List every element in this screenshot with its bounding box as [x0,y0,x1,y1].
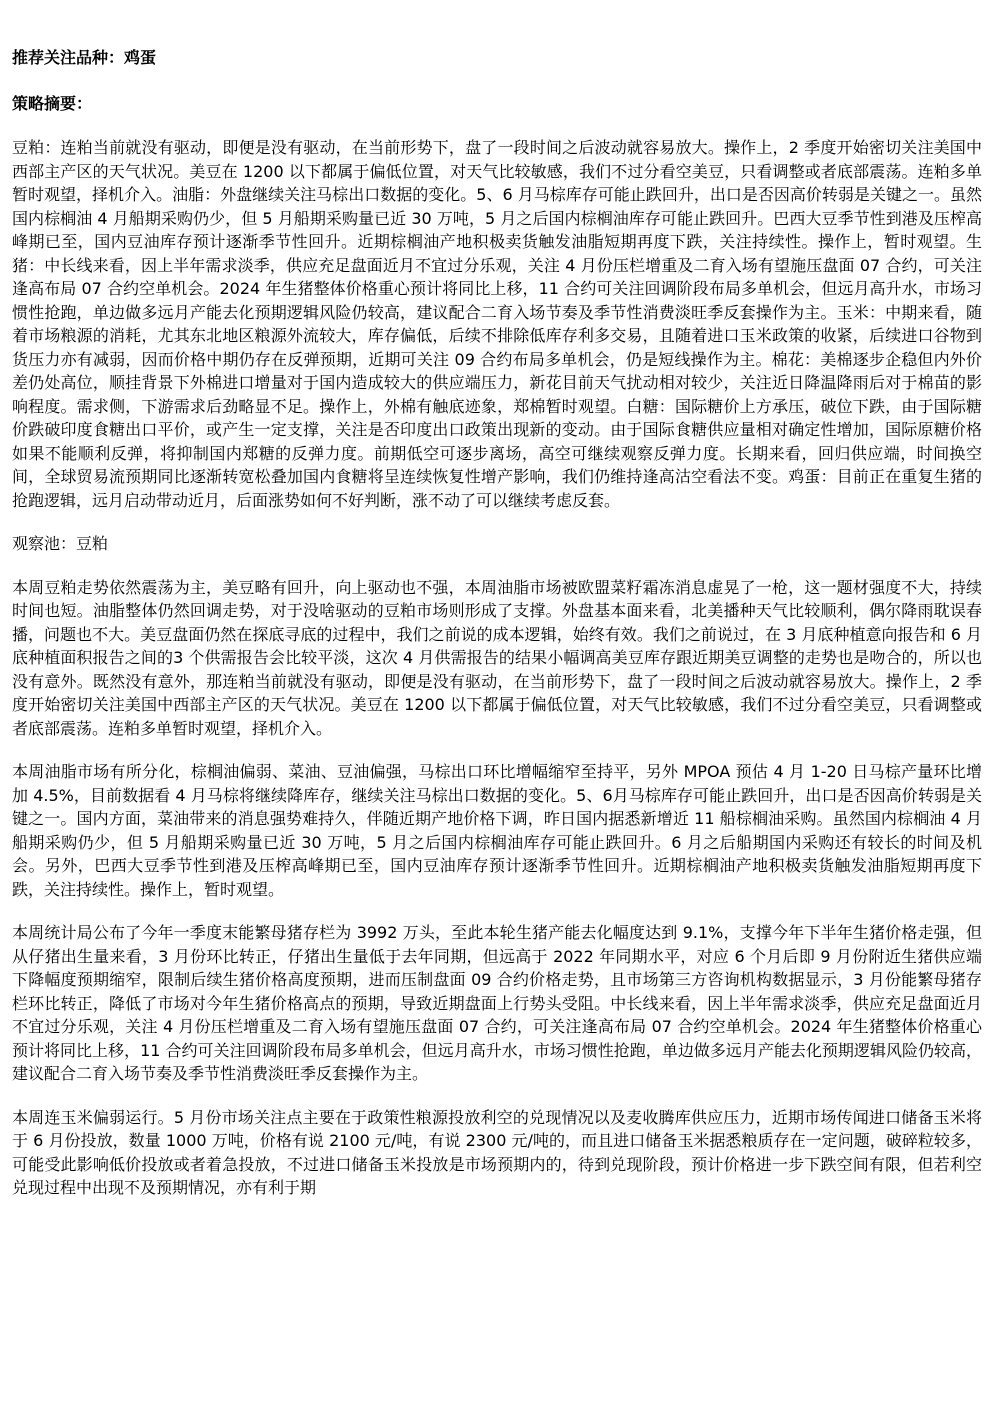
report-page [12,46,982,1220]
strategy-summary-heading: 策略摘要： [12,94,93,113]
oils-paragraph: 本周油脂市场有所分化，棕榈油偏弱、菜油、豆油偏强，马棕出口环比增幅缩窄至持平，另外 MPOA 预估 4 月 1-20 日马棕产量环比增加 4.5%，目前数据看 4 月马棕将继续降库存，继续关注马棕出口数据的变化。5、6月马棕库存可能止跌回升，出口是否因高价转弱是关键之一。国内方面，菜油带来的消息强势难持久，伴随近期产地价格下调，昨日国内据悉新增近 11 船棕榈油采购。虽然国内棕榈油 4 月船期采购仍少，但 5 月船期采购量已近 30 万吨，5 月之后国内棕榈油库存可能止跌回升。6 月之后船期国内采购还有较长的时间及机会。另外，巴西大豆季节性到港及压榨高峰期已至，国内豆油库存预计逐渐季节性回升。近期棕榈油产地积极卖货触发油脂短期再度下跌，关注持续性。操作上，暂时观望。 [12,762,982,899]
recommended-variety-title: 推荐关注品种：鸡蛋 [12,48,157,67]
strategy-summary-paragraph: 豆粕：连粕当前就没有驱动，即便是没有驱动，在当前形势下，盘了一段时间之后波动就容易放大。操作上，2 季度开始密切关注美国中西部主产区的天气状况。美豆在 1200 以下都属于偏低位置，对天气比较敏感，我们不过分看空美豆，只看调整或者底部震荡。连粕多单暂时观望，择机介入。油脂：外盘继续关注马棕出口数据的变化。5、6 月马棕库存可能止跌回升，出口是否因高价转弱是关键之一。虽然国内棕榈油 4 月船期采购仍少，但 5 月船期采购量已近 30 万吨，5 月之后国内棕榈油库存可能止跌回升。巴西大豆季节性到港及压榨高峰期已至，国内豆油库存预计逐渐季节性回升。近期棕榈油产地积极卖货触发油脂短期再度下跌，关注持续性。操作上，暂时观望。生猪：中长线来看，因上半年需求淡季，供应充足盘面近月不宜过分乐观，关注 4 月份压栏增重及二育入场有望施压盘面 07 合约，可关注逢高布局 07 合约空单机会。2024 年生猪整体价格重心预计将同比上移，11 合约可关注回调阶段布局多单机会，但远月高升水，市场习惯性抢跑，单边做多远月产能去化预期逻辑风险仍较高，建议配合二育入场节奏及季节性消费淡旺季反套操作为主。玉米：中期来看，随着市场粮源的消耗，尤其东北地区粮源外流较大，库存偏低，后续不排除低库存利多交易，且随着进口玉米政策的收紧，后续进口谷物到货压力亦有减弱，因而价格中期仍存在反弹预期，近期可关注 09 合约布局多单机会，仍是短线操作为主。棉花：美棉逐步企稳但内外价差仍处高位，顺挂背景下外棉进口增量对于国内造成较大的供应端压力，新花目前天气扰动相对较少，关注近日降温降雨后对于棉苗的影响程度。需求侧，下游需求后劲略显不足。操作上，外棉有触底迹象，郑棉暂时观望。白糖：国际糖价上方承压，破位下跌，由于国际糖价跌破印度食糖出口平价，或产生一定支撑，关注是否印度出口政策出现新的变动。由于国际食糖供应量相对确定性增加，国际原糖价格如果不能顺利反弹，将抑制国内郑糖的反弹力度。前期低空可逐步离场，高空可继续观察反弹力度。长期来看，回归供应端，时间换空间，全球贸易流预期同比逐渐转宽松叠加国内食糖将呈连续恢复性增产影响，我们仍维持逢高沽空看法不变。鸡蛋：目前正在重复生猪的抢跑逻辑，远月启动带动近月，后面涨势如何不好判断，涨不动了可以继续考虑反套。 [12,138,982,510]
corn-paragraph: 本周连玉米偏弱运行。5 月份市场关注点主要在于政策性粮源投放利空的兑现情况以及麦收腾库供应压力，近期市场传闻进口储备玉米将于 6 月份投放，数量 1000 万吨，价格有说 2100 元/吨，有说 2300 元/吨的，而且进口储备玉米据悉粮质存在一定问题，破碎粒较多，可能受此影响低价投放或者着急投放，不过进口储备玉米投放是市场预期内的，待到兑现阶段，预计价格进一步下跌空间有限，但若利空兑现过程中出现不及预期情况，亦有利于期 [12,1107,982,1197]
hogs-paragraph: 本周统计局公布了今年一季度末能繁母猪存栏为 3992 万头，至此本轮生猪产能去化幅度达到 9.1%，支撑今年下半年生猪价格走强，但从仔猪出生量来看，3 月份环比转正，仔猪出生量低于去年同期，但远高于 2022 年同期水平，对应 6 个月后即 9 月份附近生猪供应端下降幅度预期缩窄，限制后续生猪价格高度预期，进而压制盘面 09 合约价格走势，且市场第三方咨询机构数据显示，3 月份能繁母猪存栏环比转正，降低了市场对今年生猪价格高点的预期，导致近期盘面上行势头受阻。中长线来看，因上半年需求淡季，供应充足盘面近月不宜过分乐观，关注 4 月份压栏增重及二育入场有望施压盘面 07 合约，可关注逢高布局 07 合约空单机会。2024 年生猪整体价格重心预计将同比上移，11 合约可关注回调阶段布局多单机会，但远月高升水，市场习惯性抢跑，单边做多远月产能去化预期逻辑风险仍较高，建议配合二育入场节奏及季节性消费淡旺季反套操作为主。 [12,923,982,1083]
watch-pool-label: 观察池：豆粕 [12,534,109,553]
soymeal-paragraph: 本周豆粕走势依然震荡为主，美豆略有回升，向上驱动也不强，本周油脂市场被欧盟菜籽霜冻消息虚晃了一枪，这一题材强度不大，持续时间也短。油脂整体仍然回调走势，对于没啥驱动的豆粕市场则形成了支撑。外盘基本面来看，北美播种天气比较顺利，偶尔降雨耽误春播，问题也不大。美豆盘面仍然在探底寻底的过程中，我们之前说的成本逻辑，始终有效。我们之前说过，在 3 月底种植意向报告和 6 月底种植面积报告之间的3 个供需报告会比较平淡，这次 4 月供需报告的结果小幅调高美豆库存跟近期美豆调整的走势也是吻合的，所以也没有意外。既然没有意外，那连粕当前就没有驱动，即便是没有驱动，在当前形势下，盘了一段时间之后波动就容易放大。操作上，2 季度开始密切关注美国中西部主产区的天气状况。美豆在 1200 以下都属于偏低位置，对天气比较敏感，我们不过分看空美豆，只看调整或者底部震荡。连粕多单暂时观望，择机介入。 [12,577,982,738]
